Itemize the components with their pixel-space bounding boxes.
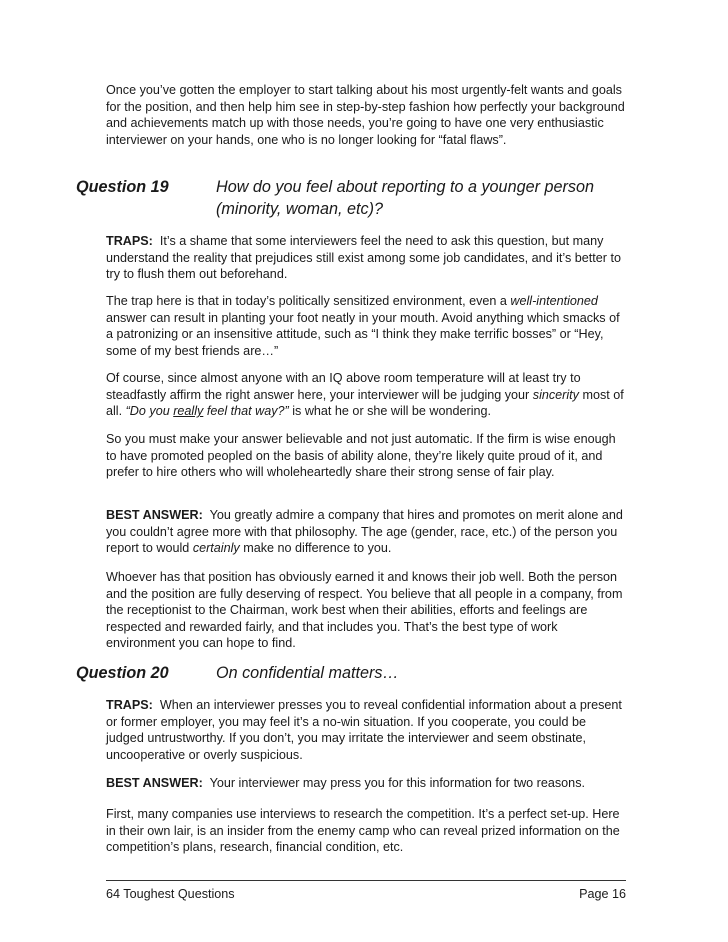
q20-best-answer-label: BEST ANSWER: <box>106 776 203 790</box>
q19-paragraph-2 <box>106 293 626 359</box>
q20-best-text: Your interviewer may press you for this information for two reasons. <box>209 776 585 790</box>
q19-best-text-a: You greatly admire a company that hires and promotes on merit alone and you couldn’t agree more with that philosophy. The age (gender, race, etc.) of the person you report to would <box>106 508 623 556</box>
q19-p3-quote-f: feel that way?” <box>203 404 289 419</box>
q19-paragraph-3 <box>106 370 626 420</box>
q19-p4-text: So you must make your answer believable and not just automatic. If the firm is wise enough to have promoted peopled on the basis of ability alone, they’re likely quite proud of it, and prefer to hire others who will wholeheartedly share their strong sense of fair play. <box>106 432 616 480</box>
intro-paragraph <box>106 82 626 148</box>
question-19-title: How do you feel about reporting to a younger person (minority, woman, etc)? <box>216 178 594 218</box>
q20-traps-text: When an interviewer presses you to reveal confidential information about a present or former employer, you may feel it’s a no-win situation. If you cooperate, you could be judged untrustworthy. If you don’t, you may irritate the interviewer and seem obstinate, uncooperative or overly suspicious. <box>106 698 622 762</box>
q20-traps-label: TRAPS: <box>106 698 153 712</box>
q19-traps-text: It’s a shame that some interviewers feel the need to ask this question, but many understand the reality that prejudices still exist among some job candidates, and it’s better to try to flush them out beforehand. <box>106 234 622 282</box>
page-footer <box>106 880 626 902</box>
q19-traps-paragraph <box>106 233 626 283</box>
question-20-title: On confidential matters… <box>216 664 399 682</box>
q19-best-certainly: certainly <box>192 541 240 556</box>
question-20-label: Question 20 <box>76 664 169 682</box>
q19-p2-text-c: answer can result in planting your foot neatly in your mouth. Avoid anything which smacks of a patronizing or an insensitive attitude, such as “I think they make terrific bosses” or “Hey, some of my best friends are…” <box>106 310 620 358</box>
q19-p3-text-c: most of all. <box>106 387 624 419</box>
footer-title: 64 Toughest Questions <box>106 887 235 901</box>
q19-traps-label: TRAPS: <box>106 234 153 248</box>
q19-p2-emphasis: well-intentioned <box>510 294 598 308</box>
q20-paragraph-3 <box>106 806 626 856</box>
q20-p3-text: First, many companies use interviews to research the competition. It’s a perfect set-up. Here in their own lair, is an insider from the enemy camp who can reveal prized information on the competition’s plans, research, financial condition, etc. <box>106 807 620 855</box>
q19-p2-text-a: The trap here is that in today’s politically sensitized environment, even a <box>106 294 511 308</box>
q20-best-answer-paragraph <box>106 775 626 792</box>
q19-p3-text-g: is what he or she will be wondering. <box>288 404 492 419</box>
q19-paragraph-4 <box>106 431 626 481</box>
page-number: Page 16 <box>579 887 626 901</box>
q19-best-answer-label: BEST ANSWER: <box>106 508 203 522</box>
q19-p3-quote-a: “Do you <box>125 404 174 419</box>
q20-traps-paragraph <box>106 697 626 763</box>
q19-best-answer-paragraph <box>106 507 626 557</box>
q19-p3-sincerity: sincerity <box>532 387 579 402</box>
q19-p3-quote <box>126 404 289 418</box>
intro-text: Once you’ve gotten the employer to start talking about his most urgently-felt wants and goals for the position, and then help him see in step-by-step fashion how perfectly your background and achievements match up with those needs, you’re going to have one very enthusiastic interviewer on your hands, one who is no longer looking for “fatal flaws”. <box>106 83 625 147</box>
q19-p3-really: really <box>173 404 204 419</box>
q19-p6-text: Whoever has that position has obviously earned it and knows their job well. Both the person and the position are fully deserving of respect. You believe that all people in a company, from the receptionist to the Chairman, work best when their abilities, efforts and feelings are respected and rewarded fairly, and that includes you. That’s the best type of work environment you can hope to find. <box>106 570 623 651</box>
q19-paragraph-6 <box>106 569 626 652</box>
question-19-label: Question 19 <box>76 178 169 196</box>
q19-p3-text-a: Of course, since almost anyone with an IQ above room temperature will at least try to steadfastly affirm the right answer here, your interviewer will be judging your <box>106 371 581 402</box>
q19-best-text-c: make no difference to you. <box>239 541 392 556</box>
